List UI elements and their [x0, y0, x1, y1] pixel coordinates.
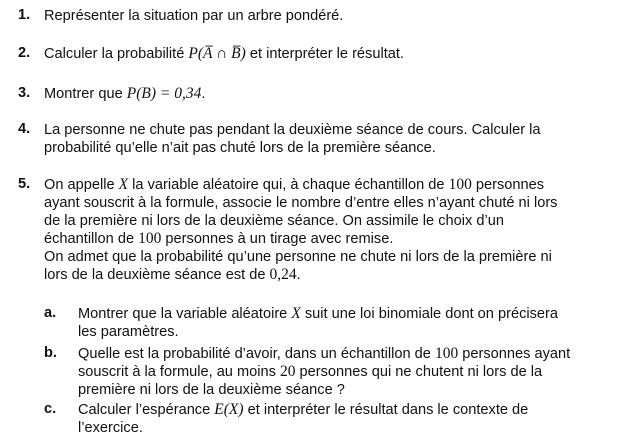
- subquestion-letter: c.: [44, 401, 57, 417]
- text-line: [44, 230, 557, 248]
- text-segment: personnes à un tirage avec remise.: [161, 231, 394, 247]
- text-line: [78, 363, 570, 381]
- question-number: 2.: [18, 45, 31, 61]
- question-text: Représenter la situation par un arbre pondéré.: [44, 8, 344, 24]
- text-line: [44, 266, 557, 284]
- question-number: 5.: [18, 176, 31, 192]
- subquestion-text: [78, 305, 558, 341]
- text-line: On admet que la probabilité qu’une personne ne chute ni lors de la première ni: [44, 249, 552, 265]
- text-line: l’exercice.: [78, 420, 143, 436]
- text-segment: personnes ayant: [458, 346, 571, 362]
- text-segment: .: [201, 86, 206, 102]
- question-text: [44, 176, 557, 284]
- text-segment: personnes qui ne chutent ni lors de la: [295, 364, 543, 380]
- text-segment: Calculer l’espérance: [78, 402, 215, 418]
- text-line: [44, 176, 557, 194]
- subquestion-text: [78, 401, 528, 437]
- text-line: [78, 345, 570, 363]
- text-segment: Montrer que: [44, 86, 127, 102]
- question-text: [44, 121, 541, 157]
- text-line: [78, 305, 558, 323]
- text-line: les paramètres.: [78, 324, 179, 340]
- text-line: première ni lors de la deuxième séance ?: [78, 382, 345, 398]
- math-number: 100: [434, 345, 459, 362]
- text-line: La personne ne chute pas pendant la deuxième séance de cours. Calculer la: [44, 122, 541, 138]
- text-segment: Calculer la probabilité: [44, 46, 189, 62]
- text-line: probabilité qu’elle n’ait pas chuté lors de la première séance.: [44, 140, 436, 156]
- subquestion-letter: a.: [44, 305, 57, 321]
- text-segment: Quelle est la probabilité d’avoir, dans un échantillon de: [78, 346, 435, 362]
- text-segment: et interpréter le résultat dans le contexte de: [243, 402, 529, 418]
- subquestion-letter: b.: [44, 345, 57, 361]
- question-number: 4.: [18, 121, 31, 137]
- math-number: 100: [138, 230, 162, 247]
- question-text: [44, 85, 205, 103]
- text-segment: suit une loi binomiale dont on précisera: [300, 306, 558, 322]
- math-number: 20: [279, 363, 296, 380]
- math-variable: X: [291, 305, 301, 322]
- subquestion-text: [78, 345, 570, 399]
- question-number: 1.: [18, 7, 31, 23]
- text-segment: On appelle: [44, 177, 119, 193]
- text-segment: souscrit à la formule, au moins: [78, 364, 280, 380]
- math-variable: X: [118, 176, 129, 193]
- text-segment: personnes: [471, 177, 545, 193]
- text-segment: et interpréter le résultat.: [245, 46, 404, 62]
- question-text: [44, 45, 404, 63]
- math-expression: P(A̅ ∩ B̅): [188, 45, 246, 62]
- text-line: de la première ni lors de la deuxième séance. On assimile le choix d’un: [44, 213, 504, 229]
- text-segment: .: [296, 267, 301, 283]
- math-expression: E(X): [214, 401, 244, 418]
- math-number: 0,24: [269, 266, 297, 283]
- text-segment: Montrer que la variable aléatoire: [78, 306, 292, 322]
- math-expression: P(B) = 0,34: [126, 85, 202, 102]
- text-segment: échantillon de: [44, 231, 139, 247]
- math-number: 100: [448, 176, 472, 193]
- question-number: 3.: [18, 85, 31, 101]
- text-segment: la variable aléatoire qui, à chaque échantillon de: [128, 177, 449, 193]
- text-line: [78, 401, 528, 419]
- text-segment: lors de la deuxième séance est de: [44, 267, 270, 283]
- text-line: ayant souscrit à la formule, associe le nombre d’entre elles n’ayant chuté ni lors: [44, 195, 558, 211]
